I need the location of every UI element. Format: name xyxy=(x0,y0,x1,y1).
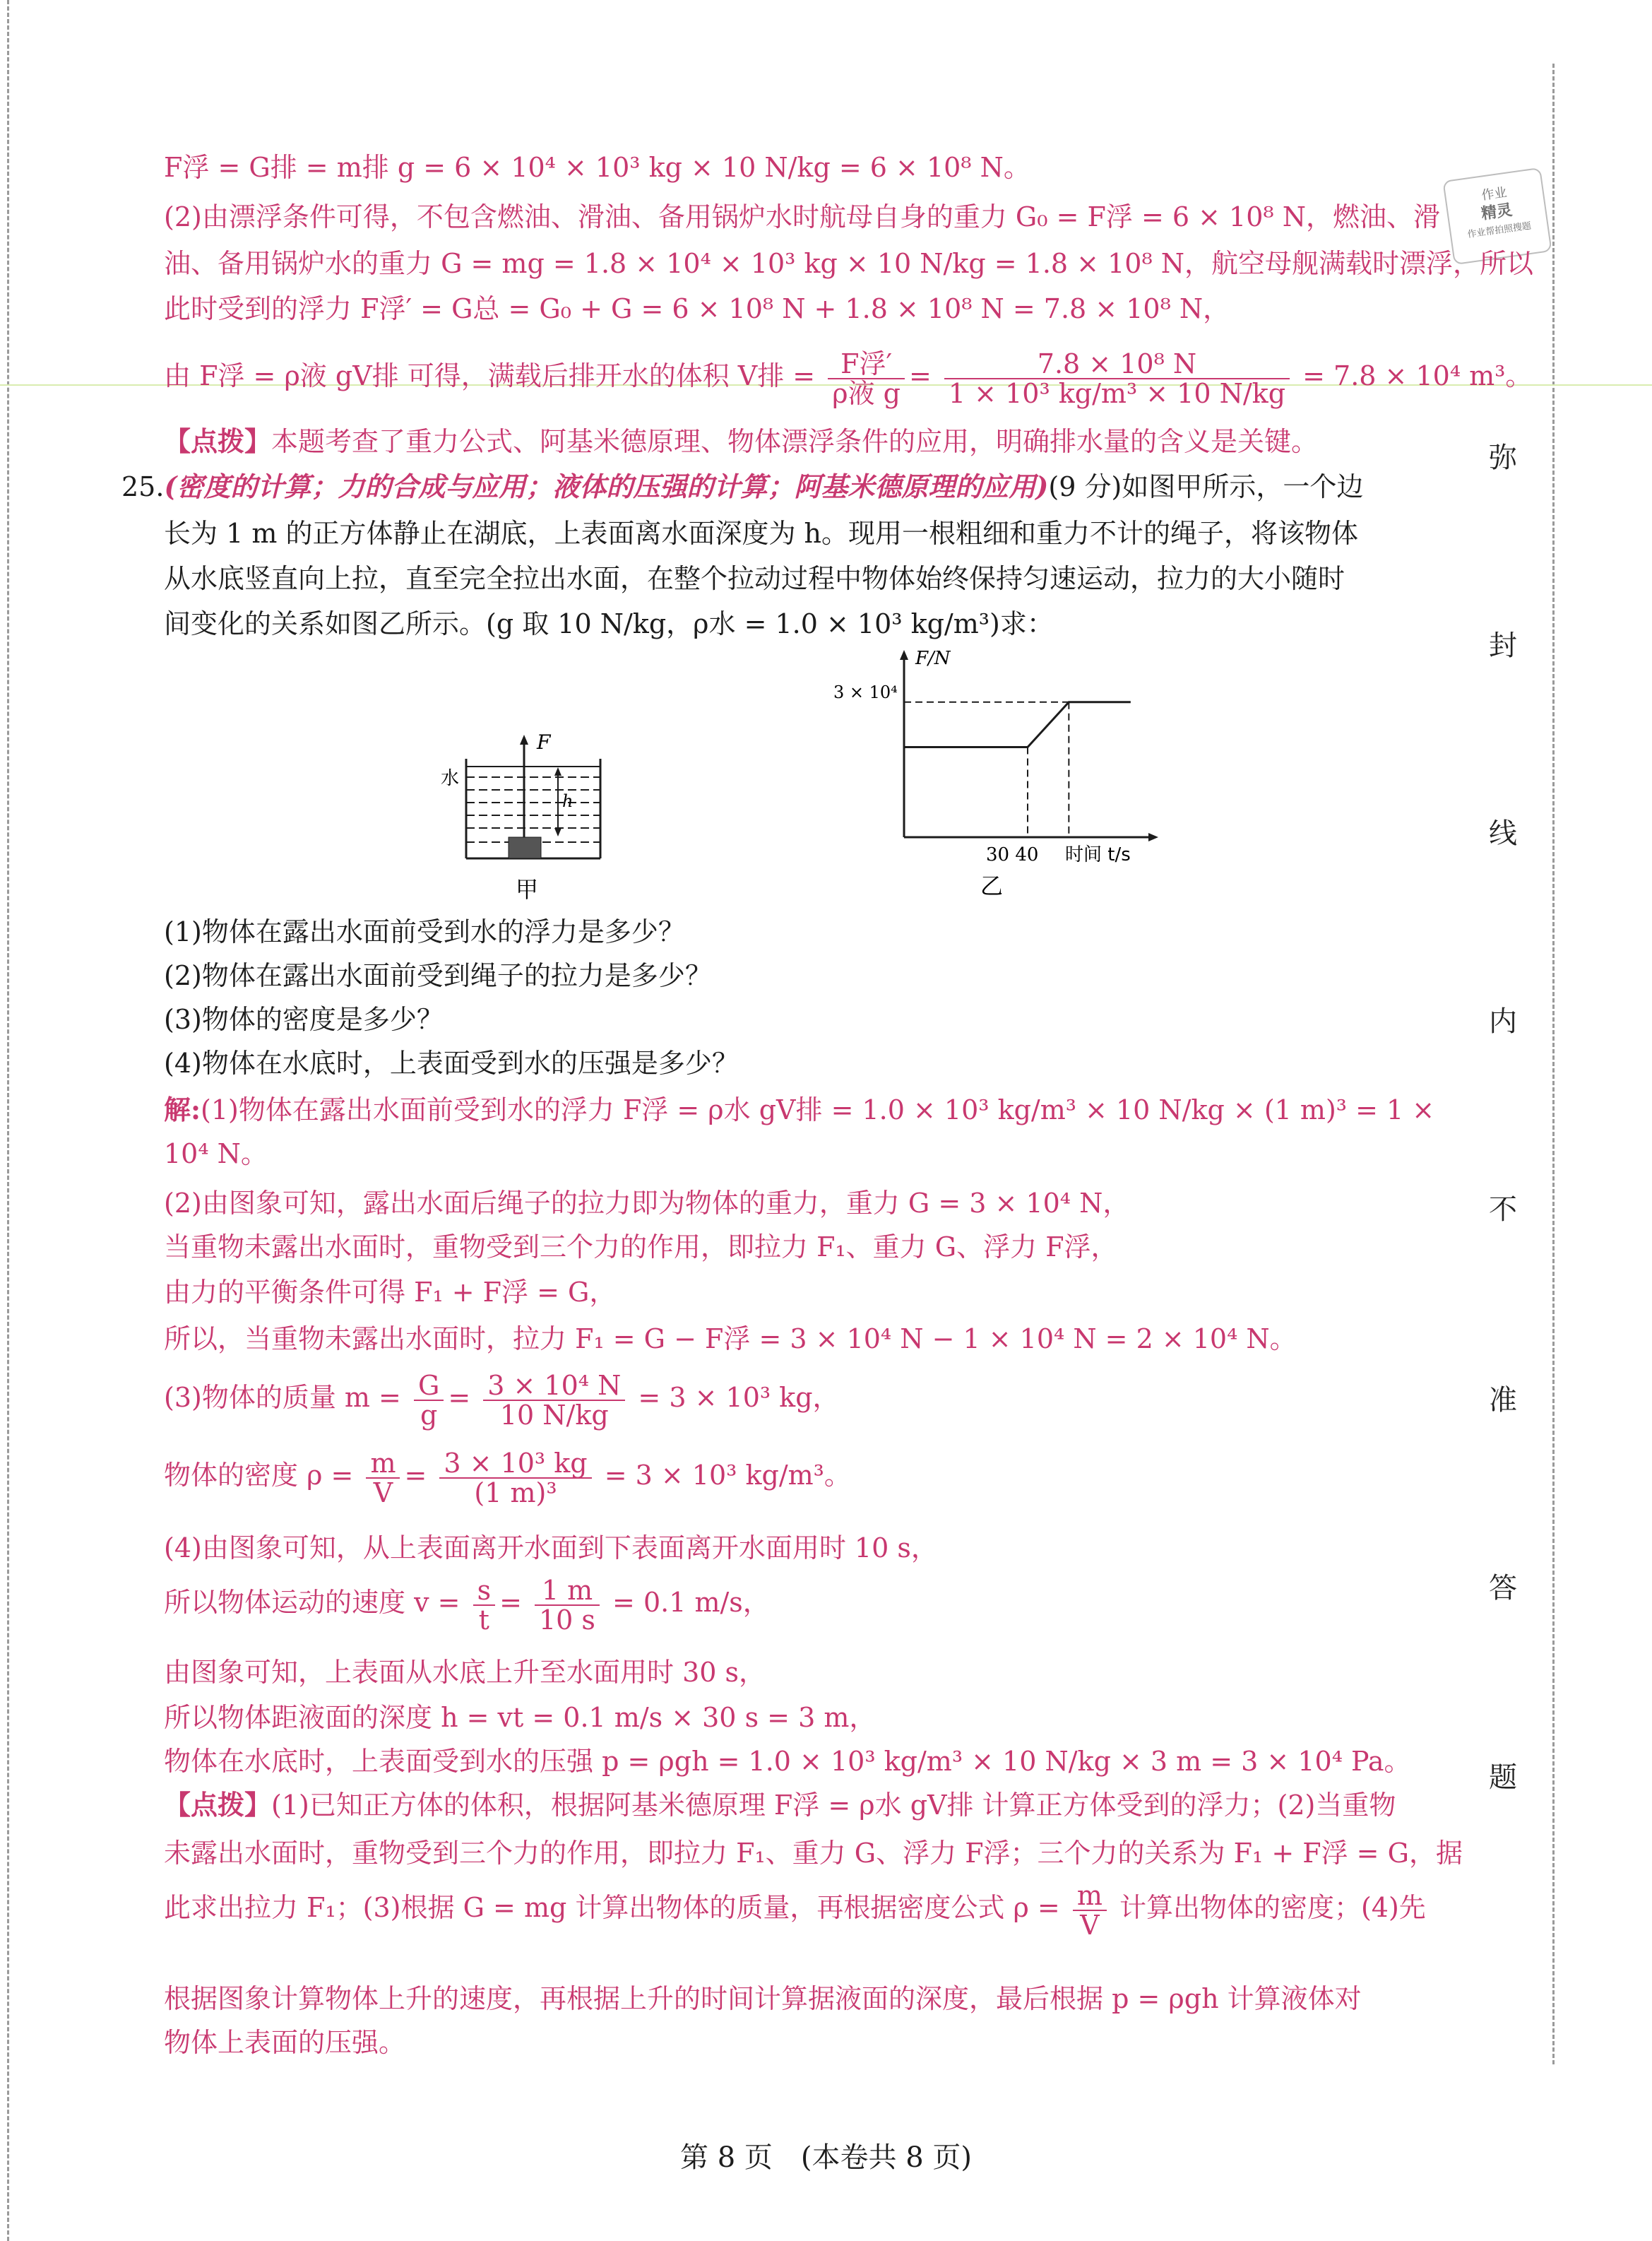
question-25-line-4: 间变化的关系如图乙所示。(g 取 10 N/kg，ρ水 = 1.0 × 10³ kg/m³)求： xyxy=(164,608,1054,639)
figure-jia xyxy=(424,714,622,911)
depth-label: h xyxy=(562,791,574,811)
solution-1b: 10⁴ N。 xyxy=(164,1138,268,1169)
prev-solution-line-4: 此时受到的浮力 F浮′ = G总 = G₀ + G = 6 × 10⁸ N + 1.8 × 10⁸ N = 7.8 × 10⁸ N， xyxy=(164,293,1230,324)
solution-label: 解: xyxy=(164,1094,201,1125)
y-tick-label: 3 × 10⁴ xyxy=(833,682,898,702)
prev-solution-line-3: 油、备用锅炉水的重力 G = mg = 1.8 × 10⁴ × 10³ kg × 10 N/kg = 1.8 × 10⁸ N，航空母舰满载时漂浮，所以 xyxy=(164,248,1534,279)
seal-char: 封 xyxy=(1489,629,1517,662)
force-arrow xyxy=(520,735,528,745)
cube xyxy=(509,837,541,858)
fraction: $\frac{G}{g}$ xyxy=(414,1371,444,1429)
figure-yi-chart xyxy=(805,636,1172,904)
seal-char: 线 xyxy=(1489,817,1517,850)
force-series-line xyxy=(904,702,1131,747)
solution-2d: 所以，当重物未露出水面时，拉力 F₁ = G − F浮 = 3 × 10⁴ N − 1 × 10⁴ N = 2 × 10⁴ N。 xyxy=(164,1323,1297,1354)
prev-solution-line-2: (2)由漂浮条件可得，不包含燃油、滑油、备用锅炉水时航母自身的重力 G₀ = F浮 = 6 × 10⁸ N，燃油、滑 xyxy=(164,201,1440,232)
tip-label: 【点拨】 xyxy=(164,425,272,457)
seal-char: 内 xyxy=(1489,1005,1517,1038)
figure-yi-label: 乙 xyxy=(980,873,1004,899)
question-25-line-3: 从水底竖直向上拉，直至完全拉出水面，在整个拉动过程中物体始终保持匀速运动，拉力的大小随时 xyxy=(164,563,1345,594)
solution-4e: 物体在水底时，上表面受到水的压强 p = ρgh = 1.0 × 10³ kg/m³ × 10 N/kg × 3 m = 3 × 10⁴ Pa。 xyxy=(164,1746,1411,1777)
solution-2a: (2)由图象可知，露出水面后绳子的拉力即为物体的重力，重力 G = 3 × 10⁴ N， xyxy=(164,1188,1130,1219)
tip-label: 【点拨】 xyxy=(164,1789,272,1821)
prev-solution-line-1: F浮 = G排 = m排 g = 6 × 10⁴ × 10³ kg × 10 N/kg = 6 × 10⁸ N。 xyxy=(164,152,1030,183)
fraction: $\frac{\text{7.8 × 10⁸ N}}{\text{1 × 10³ kg/m³ × 10 N/kg}}$ xyxy=(944,350,1290,408)
question-topics: (密度的计算；力的合成与应用；液体的压强的计算；阿基米德原理的应用) xyxy=(164,471,1049,502)
solution-4a: (4)由图象可知，从上表面离开水面到下表面离开水面用时 10 s， xyxy=(164,1532,938,1563)
fraction: $\frac{m}{V}$ xyxy=(1073,1881,1107,1939)
tip-line-3: 此求出拉力 F₁；(3)根据 G = mg 计算出物体的质量，再根据密度公式 ρ = $\frac{m}{V}$ 计算出物体的密度；(4)先 xyxy=(164,1879,1426,1941)
question-25-line-2: 长为 1 m 的正方体静止在湖底，上表面离水面深度为 h。现用一根粗细和重力不计的绳子，将该物体 xyxy=(164,518,1359,549)
right-margin-dashed-line xyxy=(1552,64,1555,2064)
figure-jia-label: 甲 xyxy=(516,876,539,903)
seal-char: 弥 xyxy=(1489,442,1517,474)
prev-tip: 【点拨】本题考查了重力公式、阿基米德原理、物体漂浮条件的应用，明确排水量的含义是关键。 xyxy=(164,425,1319,457)
solution-3a: (3)物体的质量 m = $\frac{G}{g}$ = $\frac{\text{3 × 10⁴ N}}{10 N/kg}$ = 3 × 10³ kg， xyxy=(164,1369,840,1431)
seal-char: 答 xyxy=(1489,1572,1517,1604)
stamp-logo: 作业 精灵 作业帮拍照搜题 xyxy=(1442,167,1552,265)
solution-4b: 所以物体运动的速度 v = $\frac{s}{t}$ = $\frac{1 m}{10 s}$ = 0.1 m/s， xyxy=(164,1574,770,1636)
solution-3b: 物体的密度 ρ = $\frac{m}{V}$ = $\frac{\text{3 × 10³ kg}}{\text{(1 m)³}}$ = 3 × 10³ kg/m³。 xyxy=(164,1447,851,1508)
volume-text: 由 F浮 = ρ液 gV排 可得，满载后排开水的体积 V排 = xyxy=(164,360,816,391)
sub-question-1: (1)物体在露出水面前受到水的浮力是多少？ xyxy=(164,916,685,947)
fraction: $\frac{s}{t}$ xyxy=(473,1576,496,1634)
fraction: $\frac{1 m}{10 s}$ xyxy=(535,1576,600,1634)
fraction: $\frac{\text{F浮′}}{\text{ρ液 g}}$ xyxy=(828,350,905,408)
sub-question-3: (3)物体的密度是多少？ xyxy=(164,1004,444,1035)
left-margin-dashed-line xyxy=(7,0,9,2241)
tip-line-2: 未露出水面时，重物受到三个力的作用，即拉力 F₁、重力 G、浮力 F浮；三个力的关系为 F₁ + F浮 = G，据 xyxy=(164,1838,1463,1869)
water-label: 水 xyxy=(441,768,460,789)
prev-solution-line-5: 由 F浮 = ρ液 gV排 可得，满载后排开水的体积 V排 = $\frac{\text{F浮′}}{\text{ρ液 g}}$ = $\frac{\text{7.8 × 10⁸ N}}{\text{1 × 10³ kg/m³ × 10 N/kg}}$ = 7.8 × 10⁴ m³。 xyxy=(164,348,1533,409)
sub-question-2: (2)物体在露出水面前受到绳子的拉力是多少？ xyxy=(164,960,712,991)
tip-line-1: 【点拨】(1)已知正方体的体积，根据阿基米德原理 F浮 = ρ水 gV排 计算正方体受到的浮力；(2)当重物 xyxy=(164,1789,1396,1821)
x-axis-label: 时间 t/s xyxy=(1065,844,1131,865)
fraction: $\frac{m}{V}$ xyxy=(366,1449,400,1507)
solution-4c: 由图象可知，上表面从水底上升至水面用时 30 s， xyxy=(164,1657,766,1688)
solution-1a: 解:(1)物体在露出水面前受到水的浮力 F浮 = ρ水 gV排 = 1.0 × 10³ kg/m³ × 10 N/kg × (1 m)³ = 1 × xyxy=(164,1094,1435,1125)
solution-4d: 所以物体距液面的深度 h = vt = 0.1 m/s × 30 s = 3 m， xyxy=(164,1702,876,1733)
seal-char: 准 xyxy=(1489,1384,1517,1417)
solution-2c: 由力的平衡条件可得 F₁ + F浮 = G， xyxy=(164,1277,617,1308)
fraction: $\frac{\text{3 × 10⁴ N}}{10 N/kg}$ xyxy=(483,1371,625,1429)
x-tick-labels: 30 40 xyxy=(986,844,1039,865)
tip-line-5: 物体上表面的压强。 xyxy=(164,2027,406,2058)
y-axis-label: F/N xyxy=(915,648,951,669)
question-25-line-1: 25.(密度的计算；力的合成与应用；液体的压强的计算；阿基米德原理的应用)(9 分)如图甲所示，一个边 xyxy=(121,471,1364,502)
force-label: F xyxy=(537,731,551,754)
seal-char: 不 xyxy=(1489,1193,1517,1226)
fraction: $\frac{\text{3 × 10³ kg}}{\text{(1 m)³}}$ xyxy=(439,1449,591,1507)
seal-char: 题 xyxy=(1489,1761,1517,1794)
question-number: 25. xyxy=(121,471,165,502)
sub-question-4: (4)物体在水底时，上表面受到水的压强是多少？ xyxy=(164,1048,739,1079)
volume-result: = 7.8 × 10⁴ m³。 xyxy=(1302,360,1533,391)
tip-line-4: 根据图象计算物体上升的速度，再根据上升的时间计算据液面的深度，最后根据 p = ρgh 计算液体对 xyxy=(164,1983,1362,2014)
page-footer: 第 8 页 (本卷共 8 页) xyxy=(680,2141,972,2174)
solution-2b: 当重物未露出水面时，重物受到三个力的作用，即拉力 F₁、重力 G、浮力 F浮， xyxy=(164,1231,1118,1263)
